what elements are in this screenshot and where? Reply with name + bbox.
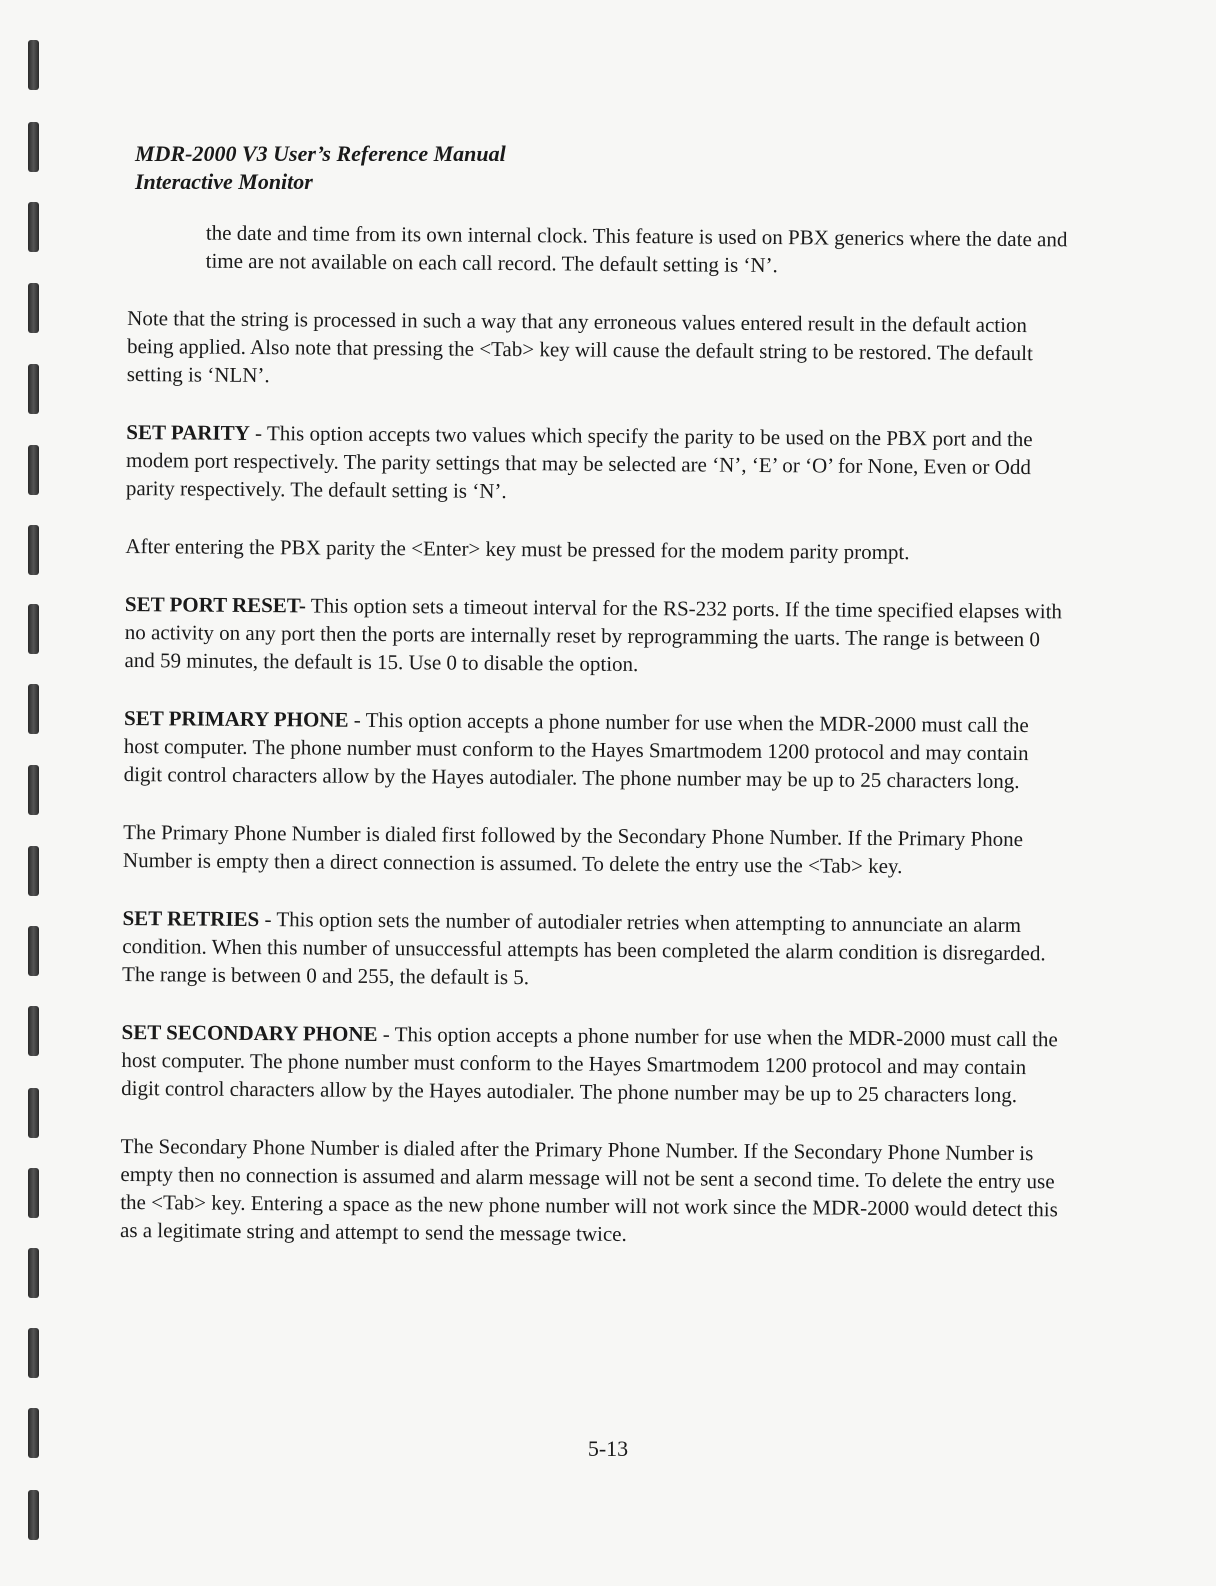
binding-hole: [28, 1328, 39, 1378]
option-description: - This option accepts two values which specify the parity to be used on the PBX port and the modem port respectively. The parity settings that may be selected are ‘N’, ‘E’ or ‘O’ for None, Even or Odd parity respectively. The default setting is ‘N’.: [125, 420, 1033, 503]
binding-hole: [28, 202, 39, 252]
binding-holes: [22, 0, 46, 1586]
option-description: - This option accepts a phone number for use when the MDR-2000 must call the host computer. The phone number must conform to the Hayes Smartmodem 1200 protocol and may contain digit control characters allow by the Hayes autodialer. The phone number may be up to 25 characters long.: [123, 707, 1029, 794]
binding-hole: [28, 684, 39, 734]
binding-hole: [28, 525, 39, 575]
paragraph-default-string: Note that the string is processed in such a way that any erroneous values entered result in the default action being applied. Also note that pressing the <Tab> key will cause the default string to be restored. The default setting is ‘NLN’.: [126, 305, 1033, 388]
option-keyword: SET PORT RESET-: [124, 591, 307, 618]
paragraph-set-parity: [126, 418, 1067, 509]
binding-hole: [28, 445, 39, 495]
option-keyword: SET PARITY: [126, 419, 250, 445]
paragraph-parity-note: After entering the PBX parity the <Enter> key must be pressed for the modem parity prompt.: [125, 533, 910, 565]
option-description: - This option sets the number of autodialer retries when attempting to annunciate an alarm condition. When this number of unsuccessful attempts has been completed the alarm condition is disregarded. The range is between 0 and 255, the default is 5.: [121, 907, 1046, 990]
body-text: [120, 218, 1068, 1281]
page-number: 5-13: [587, 1436, 629, 1461]
paragraph-secondary-phone-note: The Secondary Phone Number is dialed after the Primary Phone Number. If the Secondary Phone Number is empty then no connection is assumed and alarm message will not be sent a second time. To delete the entry use the <Tab> key. Entering a space as the new phone number will not work since the MDR-2000 would detect this as a legitimate string and attempt to send the message twice.: [119, 1133, 1058, 1246]
binding-hole: [28, 926, 39, 976]
option-keyword: SET PRIMARY PHONE: [123, 705, 349, 732]
paragraph-set-primary-phone: [124, 704, 1065, 795]
binding-hole: [28, 1490, 39, 1540]
binding-hole: [28, 604, 39, 654]
paragraph-set-retries: [122, 904, 1063, 995]
option-keyword: SET SECONDARY PHONE: [121, 1019, 378, 1046]
section-title: Interactive Monitor: [135, 169, 313, 194]
paragraph-set-port-reset: [124, 590, 1065, 681]
binding-hole: [28, 122, 39, 172]
binding-hole: [28, 1168, 39, 1218]
binding-hole: [28, 1088, 39, 1138]
manual-title: MDR-2000 V3 User’s Reference Manual: [135, 141, 506, 166]
option-keyword: SET RETRIES: [122, 905, 260, 932]
option-description: - This option accepts a phone number for use when the MDR-2000 must call the host computer. The phone number must conform to the Hayes Smartmodem 1200 protocol and may contain digit control characters allow by the Hayes autodialer. The phone number may be up to 25 characters long.: [121, 1021, 1058, 1108]
binding-hole: [28, 765, 39, 815]
binding-hole: [28, 364, 39, 414]
binding-hole: [28, 846, 39, 896]
running-header: [135, 140, 506, 196]
paragraph-date-time: the date and time from its own internal clock. This feature is used on PBX generics where the date and time are not available on each call record. The default setting is ‘N’.: [205, 220, 1068, 278]
binding-hole: [28, 283, 39, 333]
binding-hole: [28, 40, 39, 90]
paragraph-primary-phone-note: The Primary Phone Number is dialed first followed by the Secondary Phone Number. If the Primary Phone Number is empty then a direct connection is assumed. To delete the entry use the <Tab> key.: [122, 819, 1024, 879]
paragraph-set-secondary-phone: [121, 1018, 1062, 1109]
option-description: This option sets a timeout interval for the RS-232 ports. If the time specified elapses with no activity on any port then the ports are internally reset by reprogramming the uarts. The range is between 0 and 59 minutes, the default is 15. Use 0 to disable the option.: [124, 593, 1063, 677]
binding-hole: [28, 1248, 39, 1298]
binding-hole: [28, 1006, 39, 1056]
